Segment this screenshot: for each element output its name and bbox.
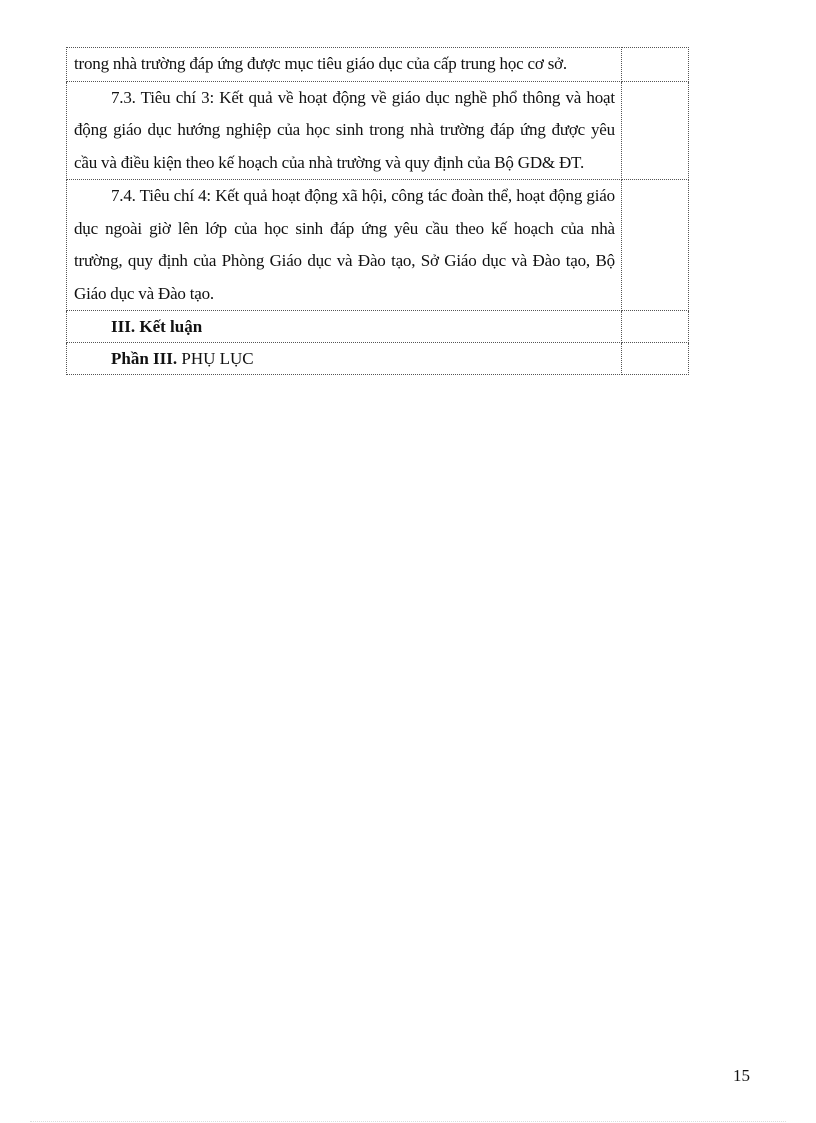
criterion-7-4-text: 7.4. Tiêu chí 4: Kết quả hoạt động xã hội, công tác đoàn thể, hoạt động giáo dục ngoài giờ lên lớp của học sinh đáp ứng yêu cầu theo kế hoạch của nhà trường, quy định của Phòng Giáo dục và Đào tạo, Sở Giáo dục và Đào tạo, Bộ Giáo dục và Đào tạo.	[74, 186, 615, 303]
main-cell	[67, 311, 622, 343]
side-cell	[621, 48, 688, 82]
side-cell	[621, 343, 688, 375]
page-number: 15	[733, 1066, 750, 1085]
table-row	[67, 180, 689, 311]
content-table	[66, 47, 689, 375]
side-cell	[621, 180, 688, 311]
side-cell	[621, 311, 688, 343]
table-row	[67, 81, 689, 180]
page-bottom-divider	[30, 1121, 786, 1122]
main-cell	[67, 343, 622, 375]
row-text: trong nhà trường đáp ứng được mục tiêu giáo dục của cấp trung học cơ sở.	[74, 54, 567, 73]
side-cell	[621, 81, 688, 180]
appendix-heading-prefix: Phần III.	[111, 349, 178, 368]
conclusion-heading: III. Kết luận	[111, 317, 203, 336]
table-row	[67, 311, 689, 343]
main-cell	[67, 48, 622, 82]
criterion-7-3-text: 7.3. Tiêu chí 3: Kết quả về hoạt động về giáo dục nghề phổ thông và hoạt động giáo dục hướng nghiệp của học sinh trong nhà trường đáp ứng được yêu cầu và điều kiện theo kế hoạch của nhà trường và quy định của Bộ GD& ĐT.	[74, 87, 615, 172]
table-row	[67, 48, 689, 82]
main-cell	[67, 180, 622, 311]
main-cell	[67, 81, 622, 180]
table-row	[67, 343, 689, 375]
appendix-heading-title: PHỤ LỤC	[177, 349, 254, 368]
